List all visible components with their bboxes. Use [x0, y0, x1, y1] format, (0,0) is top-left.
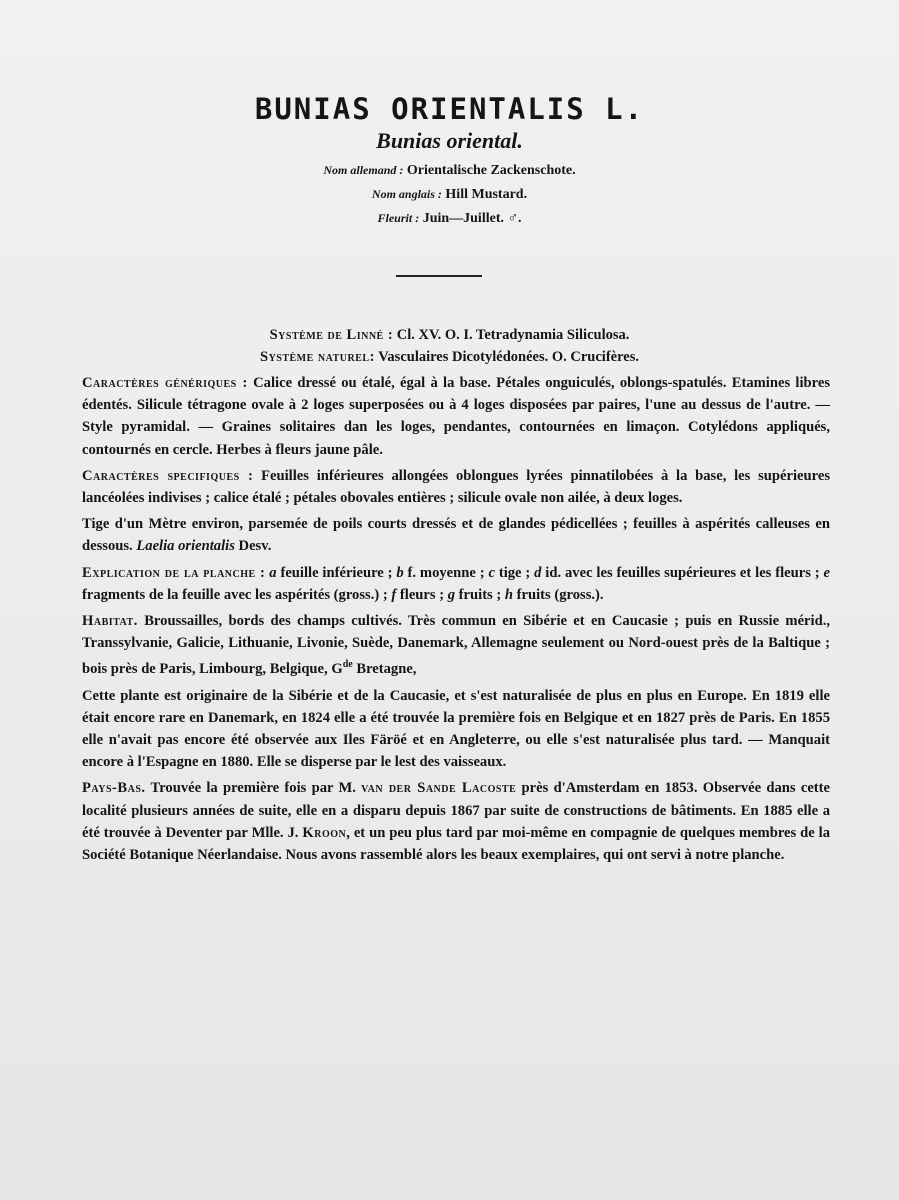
- caracteres-specifiques-label: Caractères specifiques :: [82, 467, 254, 484]
- explication-letter-h: h: [504, 586, 514, 603]
- tige-text: Tige d'un Mètre environ, parsemée de poils courts dressés et de glandes pédicellées ; feuilles à aspérités calleuses en dessous.: [82, 516, 830, 555]
- historique-paragraph: [82, 685, 830, 774]
- explication-text-f: fleurs ;: [396, 586, 448, 603]
- pays-bas-text-1: Trouvée la première fois par M.: [150, 780, 362, 797]
- nom-anglais-line: [0, 187, 899, 203]
- pays-bas-label: Pays-Bas.: [82, 780, 146, 797]
- page-title: BUNIAS ORIENTALIS L.: [254, 92, 645, 126]
- systeme-naturel-value: Vasculaires Dicotylédonées. O. Crucifères.: [378, 349, 639, 365]
- fleurit-line: [0, 211, 899, 227]
- systeme-linne-line: [0, 327, 899, 344]
- nom-allemand-label: Nom allemand :: [323, 163, 404, 177]
- caracteres-generiques-text: Calice dressé ou étalé, égal à la base. Pétales onguiculés, oblongs-spatulés. Etamines libres édentés. Silicule tétragone ovale à 2 loges superposées ou à 4 loges disposées par paires, l'une au dessus de l'autre. — Style pyramidal. — Graines solitaires dan les loges, pendantes, contournées en limaçon. Cotylédons appliqués, contournés en cercle. Herbes à fleurs jaune pâle.: [82, 375, 831, 458]
- habitat-text-end: Bretagne,: [352, 661, 417, 678]
- caracteres-generiques-paragraph: [82, 372, 830, 461]
- page-subtitle: Bunias oriental.: [376, 128, 523, 153]
- explication-letter-d: d: [534, 564, 542, 581]
- systeme-linne-label: Système de Linné :: [269, 327, 394, 343]
- synonym-author: Desv.: [238, 538, 272, 555]
- historique-text: Cette plante est originaire de la Sibérie et de la Caucasie, et s'est naturalisée de plus en plus en Europe. En 1819 elle était encore rare en Danemark, en 1824 elle a été trouvée la première fois en Belgique et en 1827 près de Paris. En 1855 elle n'avait pas encore été observée aux Iles Färöé et en Angleterre, ou elle s'est naturalisée plus tard. — Manquait encore à l'Espagne en 1880. Elle se disperse par le lest des vaisseaux.: [82, 687, 830, 771]
- pays-bas-text-2: près d'Amsterdam en 1853. Observée dans cette localité plusieurs années de suite, elle en a disparu depuis 1867 par suite de constructions de bâtiments. En 1885 elle a été trouvée à Deventer par Mlle. J.: [82, 780, 830, 841]
- habitat-label: Habitat.: [82, 613, 138, 630]
- explication-text-e: fragments de la feuille avec les aspérités (gross.) ;: [82, 586, 392, 603]
- divider: [396, 275, 482, 277]
- tige-paragraph: [82, 513, 830, 557]
- explication-text-d: id. avec les feuilles supérieures et les fleurs ;: [541, 564, 824, 581]
- fleurit-label: Fleurit :: [377, 211, 420, 225]
- systeme-naturel-label: Système naturel:: [260, 349, 375, 365]
- habitat-text: Broussailles, bords des champs cultivés. Très commun en Sibérie et en Caucasie ; puis en Russie mérid., Transsylvanie, Galicie, Lithuanie, Livonie, Suède, Danemark, Allemagne seulement ou Nord-ouest près de la Baltique ; bois près de Paris, Limbourg, Belgique, G: [82, 613, 830, 678]
- explication-letter-e: e: [823, 564, 830, 581]
- explication-letter-f: f: [391, 586, 397, 603]
- systeme-naturel-line: [0, 349, 899, 366]
- body-text: [82, 372, 830, 870]
- nom-anglais-value: Hill Mustard.: [445, 187, 528, 202]
- explication-letter-c: c: [488, 564, 495, 581]
- explication-paragraph: [82, 562, 830, 606]
- habitat-superscript: de: [342, 659, 353, 671]
- explication-text-b: f. moyenne ;: [403, 564, 489, 581]
- pays-bas-name-1: van der Sande Lacoste: [361, 780, 517, 797]
- explication-letter-g: g: [447, 586, 456, 603]
- explication-text-h: fruits (gross.).: [513, 586, 604, 603]
- fleurit-value: Juin—Juillet. ♂.: [422, 211, 522, 226]
- explication-text-a: feuille inférieure ;: [276, 564, 397, 581]
- explication-text-g: fruits ;: [455, 586, 505, 603]
- synonym-name: Laelia orientalis: [136, 538, 235, 555]
- nom-allemand-line: [0, 163, 899, 179]
- pays-bas-paragraph: [82, 777, 830, 866]
- nom-allemand-value: Orientalische Zackenschote.: [406, 163, 576, 178]
- explication-letter-a: a: [269, 564, 277, 581]
- explication-letter-b: b: [396, 564, 404, 581]
- pays-bas-name-2: Kroon: [302, 824, 347, 841]
- habitat-paragraph: [82, 610, 830, 680]
- explication-text-c: tige ;: [494, 564, 535, 581]
- caracteres-generiques-label: Caractères génériques :: [82, 375, 248, 391]
- nom-anglais-label: Nom anglais :: [371, 187, 442, 201]
- caracteres-specifiques-paragraph: [82, 465, 830, 509]
- pays-bas-text-3: , et un peu plus tard par moi-même en compagnie de quelques membres de la Société Botanique Néerlandaise. Nous avons rassemblé alors les beaux exemplaires, qui ont servi à notre planche.: [82, 824, 830, 863]
- systeme-linne-value: Cl. XV. O. I. Tetradynamia Siliculosa.: [396, 327, 630, 343]
- explication-label: Explication de la planche :: [82, 564, 266, 581]
- caracteres-specifiques-text: Feuilles inférieures allongées oblongues lyrées pinnatilobées à la base, les supérieures lancéolées indivises ; calice étalé ; pétales obovales entières ; silicule ovale non ailée, à deux loges.: [82, 467, 830, 507]
